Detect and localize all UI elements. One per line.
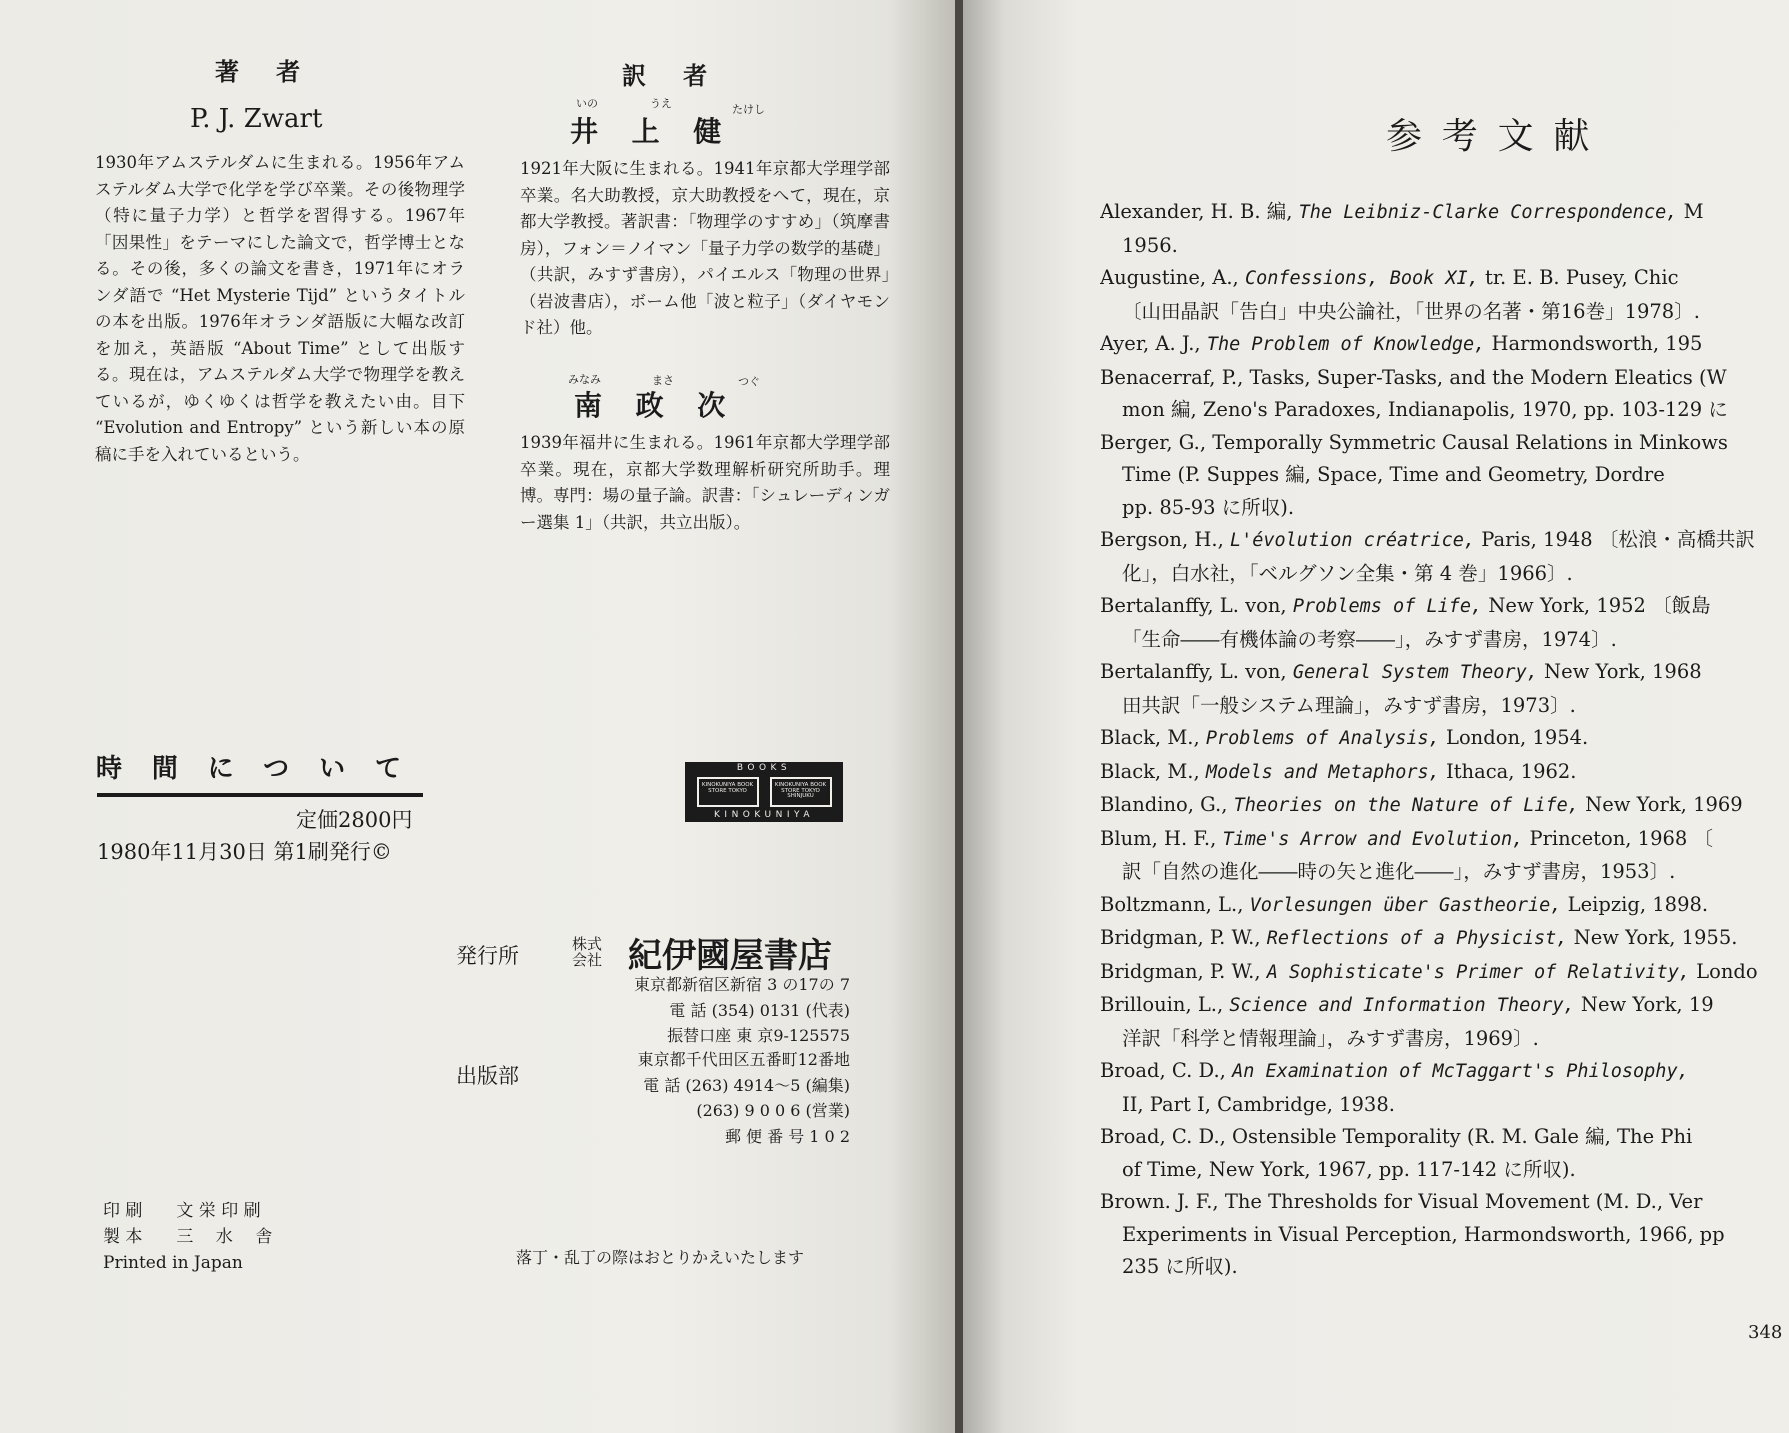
reference-author: Black, M., xyxy=(1100,726,1206,749)
reference-line xyxy=(1100,1055,1789,1089)
reference-title: Reflections of a Physicist, xyxy=(1266,928,1568,949)
reference-author: Black, M., xyxy=(1100,759,1206,783)
author-heading: 著 者 xyxy=(215,57,315,86)
reference-line xyxy=(1100,922,1789,956)
reference-line xyxy=(1100,656,1789,690)
publisher-address xyxy=(560,972,850,1049)
reference-title: Models and Metaphors, xyxy=(1205,761,1440,783)
reference-entry xyxy=(1100,196,1789,262)
publisher-line: 振替口座 東 京9-125575 xyxy=(667,1026,850,1045)
author-name: P. J. Zwart xyxy=(190,104,323,134)
reference-continuation: 田共訳「一般システム理論」，みすず書房，1973〕. xyxy=(1122,693,1576,717)
reference-entry xyxy=(1100,956,1789,990)
reference-line xyxy=(1100,524,1789,558)
dept-line: 郵 便 番 号 1 0 2 xyxy=(724,1126,850,1146)
reference-title: Theories on the Nature of Life, xyxy=(1233,795,1579,816)
defect-notice: 落丁・乱丁の際はおとりかえいたします xyxy=(516,1248,805,1267)
translator2-ruby-1: みなみ xyxy=(568,373,601,386)
reference-line xyxy=(1100,789,1789,823)
reference-line xyxy=(1100,1186,1789,1219)
reference-title: Vorlesungen über Gastheorie, xyxy=(1249,894,1562,916)
dept-line: 東京都千代田区五番町12番地 xyxy=(637,1050,850,1069)
reference-author: Broad, C. D., xyxy=(1100,1059,1233,1082)
reference-author: Brillouin, L., xyxy=(1100,993,1230,1016)
reference-line xyxy=(1100,328,1789,362)
reference-title: Time's Arrow and Evolution, xyxy=(1222,828,1524,850)
reference-line xyxy=(1100,889,1789,923)
reference-line xyxy=(1100,196,1789,230)
reference-author: Augustine, A., xyxy=(1100,266,1245,289)
reference-entry xyxy=(1100,922,1789,956)
reference-details: Paris, 1948 〔松浪・高橋共訳 xyxy=(1475,528,1755,551)
publisher-label: 発行所 xyxy=(456,944,519,968)
publishing-dept-label: 出版部 xyxy=(456,1064,519,1088)
translator1-bio: 1921年大阪に生まれる。1941年京都大学理学部卒業。名大助教授，京大助教授をへて，現在，京都大学教授。著訳書：「物理学のすすめ」（筑摩書房），フォン＝ノイマン「量子力学の数学的基礎」（共訳，みすず書房），パイエルス「物理の世界」（岩波書店），ボーム他「波と粒子」（ダイヤモンド社）他。 xyxy=(520,159,890,337)
reference-line xyxy=(1100,1121,1789,1154)
reference-entry xyxy=(1100,823,1789,889)
reference-title: A Sophisticate's Primer of Relativity, xyxy=(1266,961,1690,983)
reference-title: L'évolution créatrice, xyxy=(1229,530,1476,551)
reference-details: Harmondsworth, 195 xyxy=(1485,332,1703,355)
references-list xyxy=(1100,196,1789,1284)
reference-continuation: of Time, New York, 1967, pp. 117-142 に所収). xyxy=(1122,1157,1576,1181)
reference-entry xyxy=(1100,328,1789,362)
translator2-ruby-3: つぐ xyxy=(738,375,760,388)
reference-details: London, 1954. xyxy=(1439,726,1589,749)
reference-line xyxy=(1100,590,1789,624)
publisher-name: 紀伊國屋書店 xyxy=(628,936,832,976)
title-rule xyxy=(97,793,423,797)
reference-line xyxy=(1100,722,1789,756)
author-bio: 1930年アムステルダムに生まれる。1956年アムステルダム大学で化学を学び卒業。その後物理学（特に量子力学）と哲学を習得する。1967年「因果性」をテーマにした論文で，哲学博士となる。その後，多くの論文を書き，1971年にオランダ語で “Het Mysterie Tijd” というタイトルの本を出版。1976年オランダ語版に大幅な改訂を加え，英語版 “About Time” として出版する。現在は，アムステルダム大学で物理学を教えているが，ゆくゆくは哲学を教えたい由。目下 “Evolution and Entropy” という新しい本の原稿に手を入れているという。 xyxy=(95,153,465,464)
reference-continuation: 235 に所収). xyxy=(1122,1255,1238,1278)
kinokuniya-logo xyxy=(685,762,843,822)
logo-right-book: KINOKUNIYA BOOK STORE TOKYO SHINJUKU xyxy=(770,777,832,807)
reference-entry xyxy=(1100,756,1789,790)
translator-heading: 訳 者 xyxy=(622,61,722,90)
reference-entry xyxy=(1100,262,1789,328)
price: 定価2800円 xyxy=(296,808,413,832)
logo-top-text: BOOKS xyxy=(736,763,792,773)
reference-continuation: 訳「自然の進化――時の矢と進化――」，みすず書房，1953〕. xyxy=(1122,860,1676,883)
reference-continuation: 化」，白水社，「ベルグソン全集・第 4 巻」1966〕. xyxy=(1122,561,1573,585)
dept-line: (263) 9 0 0 6 (営業) xyxy=(696,1101,850,1120)
publisher-line: 東京都新宿区新宿 3 の17の 7 xyxy=(634,975,850,994)
reference-author: Bridgman, P. W., xyxy=(1100,959,1267,983)
logo-left-book: KINOKUNIYA BOOK STORE TOKYO xyxy=(697,777,759,807)
reference-line xyxy=(1100,756,1789,790)
translator1-name: 井上健 xyxy=(570,115,755,148)
publishing-dept-address xyxy=(560,1047,850,1149)
reference-author: Bridgman, P. W., xyxy=(1100,926,1267,949)
reference-continuation: Experiments in Visual Perception, Harmondsworth, 1966, pp xyxy=(1122,1222,1725,1246)
reference-author: Brown. J. F., The Thresholds for Visual Movement (M. D., Ver xyxy=(1100,1190,1703,1213)
reference-details: New York, 1968 xyxy=(1537,660,1702,683)
reference-title: The Leibniz-Clarke Correspondence, xyxy=(1298,202,1678,223)
reference-entry xyxy=(1100,722,1789,756)
reference-title: Confessions, Book XI, xyxy=(1244,268,1479,289)
reference-author: Bertalanffy, L. von, xyxy=(1100,660,1293,683)
reference-line xyxy=(1100,262,1789,296)
reference-continuation: pp. 85-93 に所収). xyxy=(1122,495,1295,519)
reference-line xyxy=(1100,823,1789,857)
reference-details: M xyxy=(1677,200,1704,223)
reference-continuation: 1956. xyxy=(1122,233,1178,257)
publisher-kabushiki: 株式会社 xyxy=(572,935,603,969)
reference-author: Bertalanffy, L. von, xyxy=(1100,594,1293,617)
dept-line: 電 話 (263) 4914〜5 (編集) xyxy=(643,1075,850,1095)
translator1-ruby-3: たけし xyxy=(732,103,765,116)
reference-entry xyxy=(1100,989,1789,1055)
reference-line xyxy=(1100,427,1789,460)
reference-author: Ayer, A. J., xyxy=(1100,332,1207,355)
edition-date: 1980年11月30日 第1刷発行© xyxy=(97,840,392,864)
reference-author: Bergson, H., xyxy=(1100,528,1230,551)
reference-details: New York, 1952 〔飯島 xyxy=(1482,594,1711,617)
reference-details: Leipzig, 1898. xyxy=(1561,892,1709,916)
reference-title: General System Theory, xyxy=(1292,662,1538,683)
reference-entry xyxy=(1100,362,1789,427)
reference-author: Berger, G., Temporally Symmetric Causal Relations in Minkows xyxy=(1100,430,1728,454)
reference-details: New York, 1969 xyxy=(1578,793,1743,816)
reference-author: Blum, H. F., xyxy=(1100,826,1223,850)
reference-line xyxy=(1100,956,1789,990)
reference-details: Ithaca, 1962. xyxy=(1439,759,1577,783)
reference-entry xyxy=(1100,1121,1789,1186)
reference-continuation: mon 編, Zeno's Paradoxes, Indianapolis, 1970, pp. 103-129 に xyxy=(1122,398,1728,421)
reference-details: Londo xyxy=(1689,959,1758,983)
reference-continuation: 〔山田晶訳「告白」中央公論社，「世界の名著・第16巻」1978〕. xyxy=(1122,299,1700,323)
reference-author: Benacerraf, P., Tasks, Super-Tasks, and the Modern Eleatics (W xyxy=(1100,365,1727,389)
translator1-ruby-1: いの xyxy=(576,97,598,110)
reference-line xyxy=(1100,989,1789,1023)
reference-entry xyxy=(1100,590,1789,656)
translator2-name: 南政次 xyxy=(574,389,759,422)
reference-entry xyxy=(1100,656,1789,722)
imprint xyxy=(103,1198,272,1276)
reference-entry xyxy=(1100,1186,1789,1284)
reference-continuation: 洋訳「科学と情報理論」，みすず書房，1969〕. xyxy=(1122,1026,1539,1050)
logo-bottom-text: KINOKUNIYA xyxy=(714,810,814,820)
reference-continuation: II, Part I, Cambridge, 1938. xyxy=(1122,1092,1395,1116)
reference-title: Problems of Analysis, xyxy=(1205,728,1440,749)
reference-details: tr. E. B. Pusey, Chic xyxy=(1478,266,1679,289)
reference-entry xyxy=(1100,524,1789,590)
translator2-ruby-2: まさ xyxy=(652,374,674,387)
reference-continuation: Time (P. Suppes 編, Space, Time and Geometry, Dordre xyxy=(1122,463,1665,486)
references-title: 参考文献 xyxy=(1386,116,1610,157)
reference-author: Boltzmann, L., xyxy=(1100,892,1250,916)
book-title: 時間について xyxy=(96,754,431,784)
publisher-line: 電 話 (354) 0131 (代表) xyxy=(669,1000,850,1020)
reference-author: Alexander, H. B. 編, xyxy=(1100,200,1299,223)
reference-title: An Examination of McTaggart's Philosophy, xyxy=(1232,1061,1689,1082)
imprint-binding: 製 本 三 水 舎 xyxy=(103,1227,273,1247)
reference-author: Broad, C. D., Ostensible Temporality (R. M. Gale 編, The Phi xyxy=(1100,1125,1693,1148)
imprint-country: Printed in Japan xyxy=(103,1253,243,1273)
reference-entry xyxy=(1100,1055,1789,1121)
translator2-bio: 1939年福井に生まれる。1961年京都大学理学部卒業。現在，京都大学数理解析研究所助手。理博。専門：場の量子論。訳書：「シュレーディンガー選集 1」（共訳，共立出版）。 xyxy=(520,433,890,532)
reference-details: Princeton, 1968 〔 xyxy=(1523,826,1714,850)
reference-line xyxy=(1100,362,1789,395)
reference-title: Science and Information Theory, xyxy=(1229,995,1575,1016)
reference-author: Blandino, G., xyxy=(1100,793,1234,816)
page-number: 348 xyxy=(1748,1322,1783,1343)
reference-title: The Problem of Knowledge, xyxy=(1206,334,1486,355)
reference-entry xyxy=(1100,427,1789,525)
translator1-ruby-2: うえ xyxy=(650,97,672,110)
reference-title: Problems of Life, xyxy=(1292,596,1483,617)
reference-entry xyxy=(1100,789,1789,823)
imprint-printing: 印 刷 文 栄 印 刷 xyxy=(103,1201,261,1221)
reference-entry xyxy=(1100,889,1789,923)
reference-details: New York, 1955. xyxy=(1567,926,1738,949)
reference-details: New York, 19 xyxy=(1574,993,1714,1016)
reference-continuation: 「生命――有機体論の考察――」，みすず書房，1974〕. xyxy=(1122,627,1617,651)
